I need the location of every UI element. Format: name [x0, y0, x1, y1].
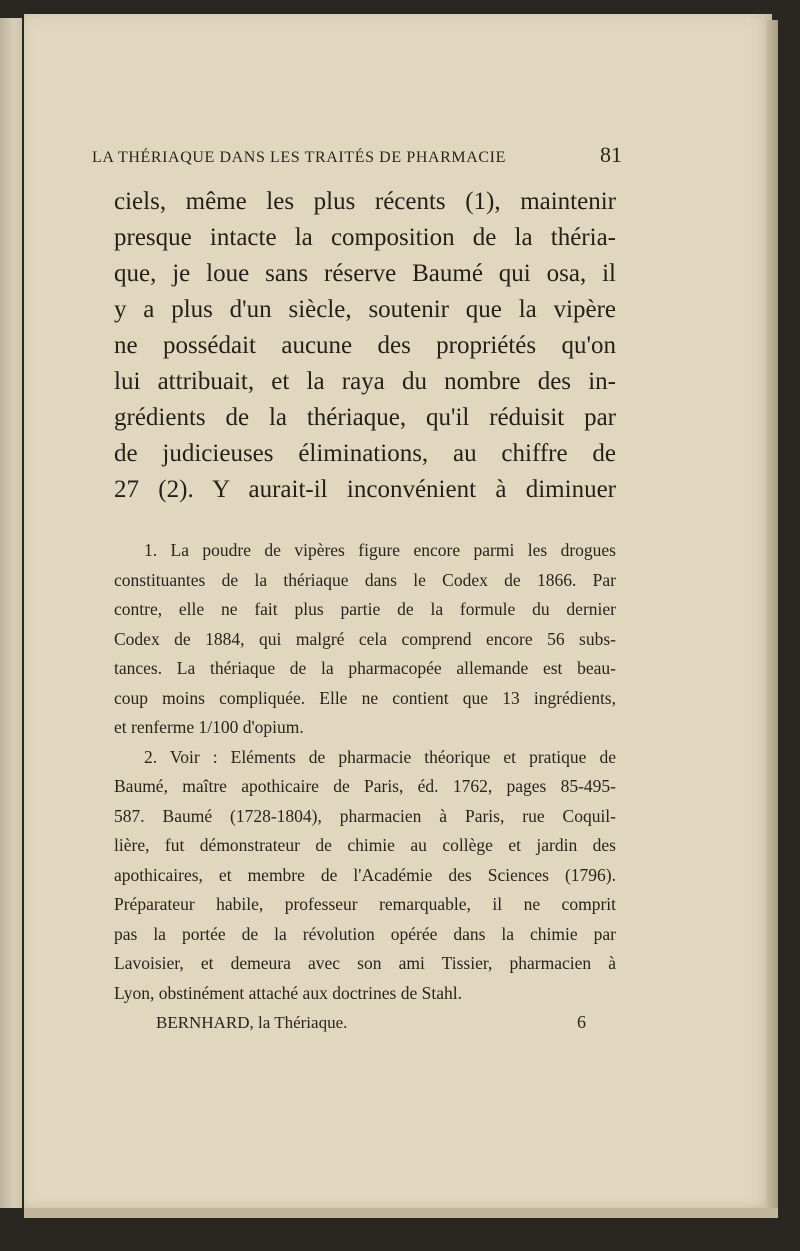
- body-line: grédients de la thériaque, qu'il réduisit par: [114, 404, 616, 431]
- footnote-2: [114, 743, 616, 1009]
- body-line: ne possédait aucune des propriétés qu'on: [114, 332, 616, 359]
- footnote-line: Lyon, obstinément attaché aux doctrines de Stahl.: [114, 982, 462, 1003]
- body-line: y a plus d'un siècle, soutenir que la vipère: [114, 296, 616, 323]
- body-line: presque intacte la composition de la théria-: [114, 224, 616, 251]
- footnote-line: contre, elle ne fait plus partie de la formule du dernier: [114, 599, 616, 619]
- footnote-line: Lavoisier, et demeura avec son ami Tissier, pharmacien à: [114, 953, 616, 973]
- footnote-line: lière, fut démonstrateur de chimie au collège et jardin des: [114, 835, 616, 855]
- previous-page-edge: [0, 18, 22, 1208]
- body-line: 27 (2). Y aurait-il inconvénient à diminuer: [114, 476, 616, 503]
- running-header: [92, 142, 622, 168]
- footnote-line: 2. Voir : Eléments de pharmacie théorique et pratique de: [144, 746, 616, 767]
- footnote-line: constituantes de la thériaque dans le Codex de 1866. Par: [114, 569, 616, 590]
- page-stack-edge: [766, 20, 778, 1208]
- footnote-line: Codex de 1884, qui malgré cela comprend encore 56 subs-: [114, 628, 616, 649]
- footnote-line: pas la portée de la révolution opérée dans la chimie par: [114, 923, 616, 944]
- footer-author-title: BERNHARD, la Thériaque.: [156, 1013, 348, 1032]
- footnotes: [114, 536, 616, 1008]
- body-line: de judicieuses éliminations, au chiffre de: [114, 440, 616, 467]
- page-bottom-edge: [24, 1208, 778, 1218]
- page-number: 81: [600, 142, 622, 167]
- body-line: ciels, même les plus récents (1), maintenir: [114, 188, 616, 215]
- body-line: lui attribuait, et la raya du nombre des in-: [114, 368, 616, 395]
- footnote-line: coup moins compliquée. Elle ne contient que 13 ingrédients,: [114, 687, 616, 708]
- footnote-line: et renferme 1/100 d'opium.: [114, 717, 304, 737]
- footnote-line: apothicaires, et membre de l'Académie des Sciences (1796).: [114, 864, 616, 885]
- footnote-line: tances. La thériaque de la pharmacopée allemande est beau-: [114, 658, 616, 678]
- footnote-1: [114, 536, 616, 743]
- footnote-line: 587. Baumé (1728-1804), pharmacien à Paris, rue Coquil-: [114, 805, 616, 826]
- body-text: [114, 184, 616, 508]
- signature-mark: 6: [577, 1012, 586, 1032]
- running-header-title: LA THÉRIAQUE DANS LES TRAITÉS DE PHARMACIE: [92, 149, 506, 166]
- footnote-line: Baumé, maître apothicaire de Paris, éd. 1762, pages 85-495-: [114, 776, 616, 796]
- body-line: que, je loue sans réserve Baumé qui osa, il: [114, 260, 616, 287]
- footnote-line: Préparateur habile, professeur remarquable, il ne comprit: [114, 894, 616, 914]
- footnote-line: 1. La poudre de vipères figure encore parmi les drogues: [144, 540, 616, 560]
- page-footer: [156, 1012, 586, 1033]
